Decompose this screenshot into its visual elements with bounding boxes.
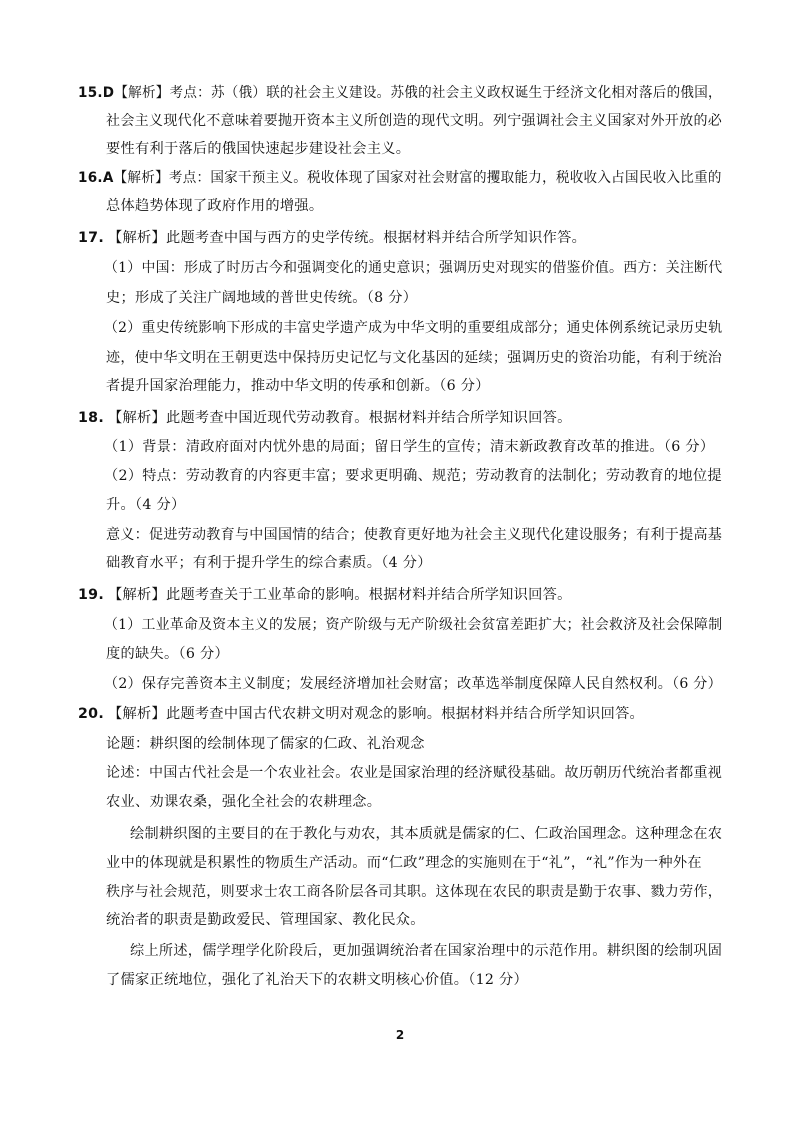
answer-17	[78, 228, 586, 248]
answer-line: （2）重史传统影响下形成的丰富史学遗产成为中华文明的重要组成部分；通史体例系统记录历史轨	[104, 320, 723, 336]
answer-15	[78, 83, 722, 103]
answer-line: 【解析】此题考查中国近现代劳动教育。根据材料并结合所学知识回答。	[108, 410, 572, 426]
answer-line: （2）保存完善资本主义制度；发展经济增加社会财富；改革选举制度保障人民自然权利。（6 分）	[104, 676, 722, 692]
answer-line: 者提升国家治理能力，推动中华文明的传承和创新。（6 分）	[106, 378, 490, 394]
answer-line: 础教育水平；有利于提升学生的综合素质。（4 分）	[106, 555, 432, 571]
page-number: 2	[395, 1028, 405, 1042]
answer-16	[78, 168, 722, 188]
answer-line: 了儒家正统地位，强化了礼治天下的农耕文明核心价值。（12 分）	[106, 972, 529, 988]
question-number: 19.	[78, 587, 105, 603]
answer-line: 社会主义现代化不意味着要抛开资本主义所创造的现代文明。列宁强调社会主义国家对外开放的必	[106, 113, 723, 129]
answer-line: 度的缺失。（6 分）	[106, 646, 229, 662]
answer-line: （1）中国：形成了时历古今和强调变化的通史意识；强调历史对现实的借鉴价值。西方：关注断代	[104, 260, 723, 276]
answer-line: （2）特点：劳动教育的内容更丰富；要求更明确、规范；劳动教育的法制化；劳动教育的地位提	[104, 468, 722, 484]
answer-line: 史；形成了关注广阔地域的普世史传统。（8 分）	[106, 290, 418, 306]
answer-18	[78, 408, 572, 428]
answer-line: 总体趋势体现了政府作用的增强。	[106, 198, 324, 214]
answer-line: 综上所述，儒学理学化阶段后，更加强调统治者在国家治理中的示范作用。耕织图的绘制巩固	[130, 943, 723, 959]
answer-line: 业中的体现就是积累性的物质生产活动。而“仁政”理念的实施则在于“礼”，“礼”作为一种外在	[106, 855, 702, 871]
question-number: 16.A	[78, 170, 114, 186]
question-number: 15.D	[78, 85, 115, 101]
question-number: 20.	[78, 706, 105, 722]
answer-line: 农业、劝课农桑，强化全社会的农耕理念。	[106, 794, 382, 810]
answer-line: 论题：耕织图的绘制体现了儒家的仁政、礼治观念	[106, 736, 425, 752]
answer-line: 升。（4 分）	[106, 497, 186, 513]
answer-line: 迹，使中华文明在王朝更迭中保持历史记忆与文化基因的延续；强调历史的资治功能，有利于统治	[106, 350, 723, 366]
answer-line: （1）背景：清政府面对内忧外患的局面；留日学生的宣传；清末新政教育改革的推进。（6 分）	[104, 439, 715, 455]
answer-line: 【解析】考点：苏（俄）联的社会主义建设。苏俄的社会主义政权诞生于经济文化相对落后的俄国，	[114, 85, 722, 101]
question-number: 17.	[78, 230, 105, 246]
answer-line: 秩序与社会规范，则要求士农工商各阶层各司其职。这体现在农民的职责是勤于农事、戮力劳作，	[106, 884, 723, 900]
question-number: 18.	[78, 410, 105, 426]
answer-line: 【解析】此题考查关于工业革命的影响。根据材料并结合所学知识回答。	[108, 587, 572, 603]
answer-line: 要性有利于落后的俄国快速起步建设社会主义。	[106, 141, 411, 157]
answer-19	[78, 585, 572, 605]
answer-line: （1）工业革命及资本主义的发展；资产阶级与无产阶级社会贫富差距扩大；社会救济及社会保障制	[104, 617, 723, 633]
answer-line: 统治者的职责是勤政爱民、管理国家、教化民众。	[106, 912, 425, 928]
answer-20	[78, 704, 644, 724]
answer-line: 【解析】此题考查中国与西方的史学传统。根据材料并结合所学知识作答。	[108, 230, 587, 246]
answer-line: 意义：促进劳动教育与中国国情的结合；使教育更好地为社会主义现代化建设服务；有利于提高基	[106, 527, 723, 543]
answer-line: 【解析】考点：国家干预主义。税收体现了国家对社会财富的攫取能力，税收收入占国民收入比重的	[113, 170, 722, 186]
answer-line: 论述：中国古代社会是一个农业社会。农业是国家治理的经济赋役基础。故历朝历代统治者都重视	[106, 765, 723, 781]
answer-line: 绘制耕织图的主要目的在于教化与劝农，其本质就是儒家的仁、仁政治国理念。这种理念在农	[130, 826, 723, 842]
answer-line: 【解析】此题考查中国古代农耕文明对观念的影响。根据材料并结合所学知识回答。	[108, 706, 645, 722]
